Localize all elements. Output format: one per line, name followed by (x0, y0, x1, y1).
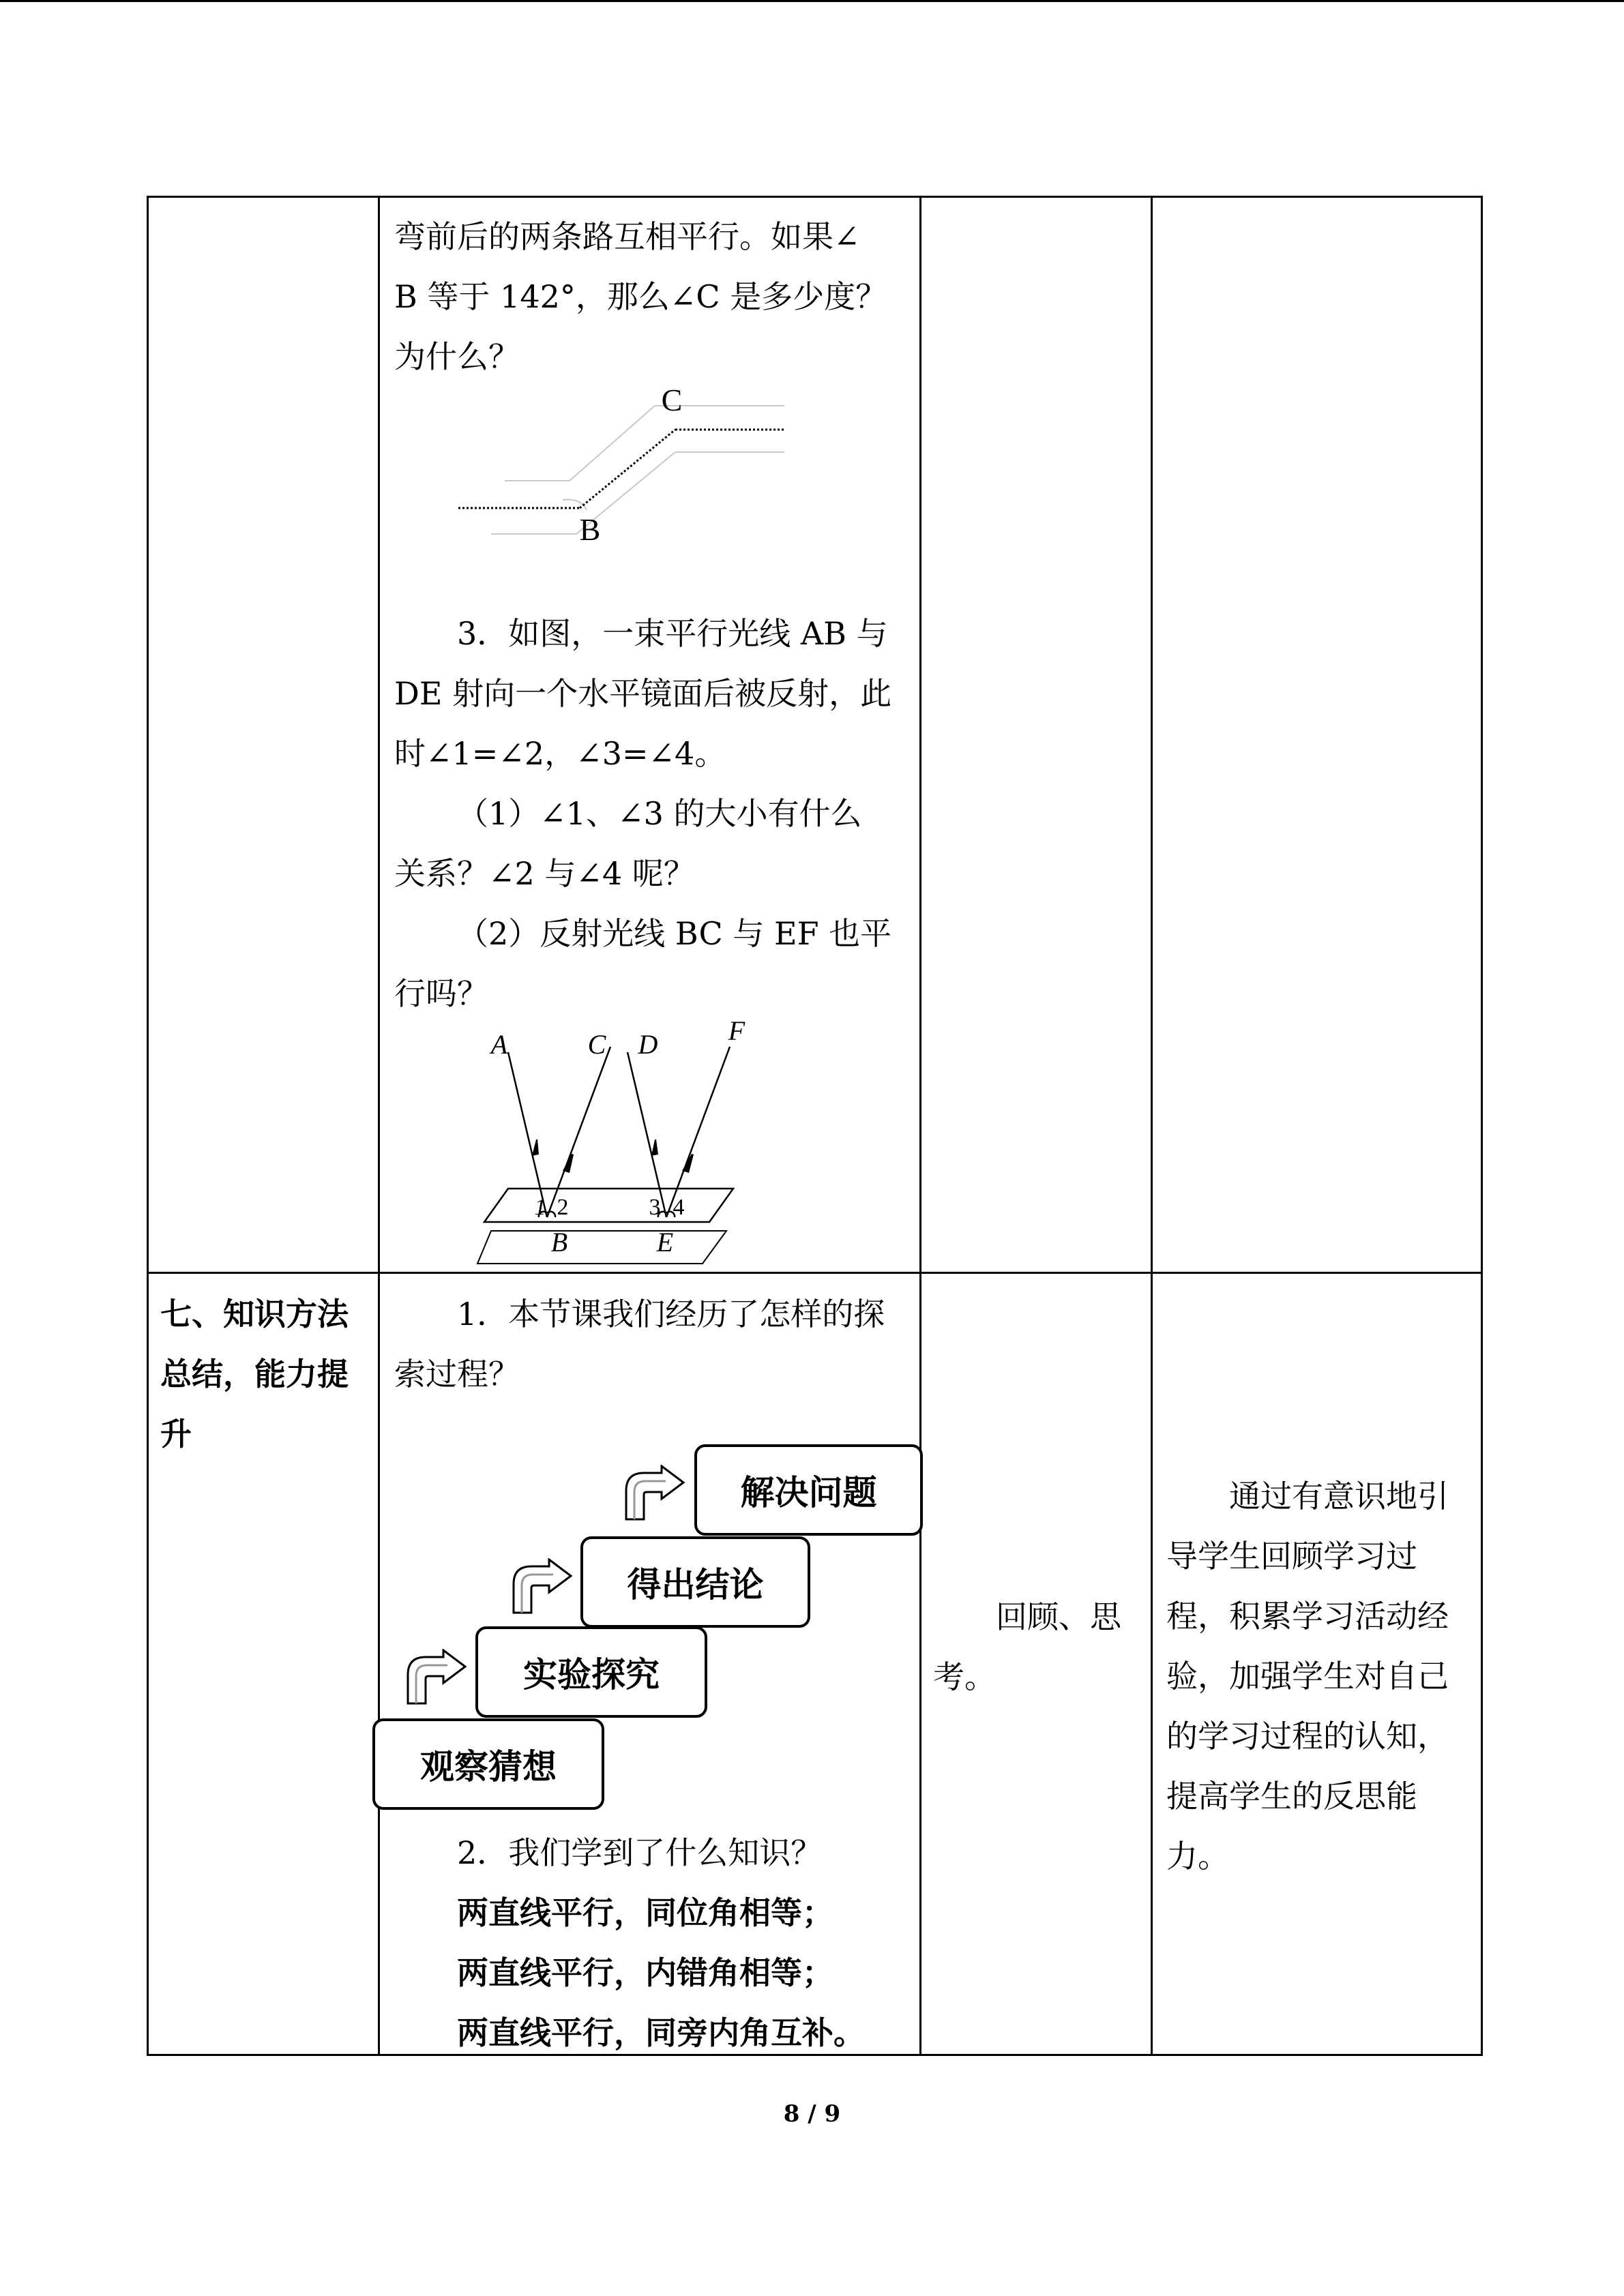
label-c: C (661, 383, 683, 417)
table-col-line (919, 196, 921, 2056)
text-line: 行吗？ (394, 975, 488, 1012)
text-line: DE 射向一个水平镜面后被反射，此 (394, 675, 892, 712)
step-observe-guess: 观察猜想 (372, 1718, 604, 1810)
text-line: 总结，能力提 (160, 1356, 349, 1392)
text-line: 时∠1=∠2，∠3=∠4。 (394, 735, 726, 772)
text-line: （2）反射光线 BC 与 EF 也平 (457, 915, 892, 952)
table-col-line (1151, 196, 1153, 2056)
text-line: 回顾、思 (996, 1598, 1121, 1635)
student-activity (933, 1587, 1145, 1707)
knowledge-line: 两直线平行，同旁内角互补。 (457, 2014, 865, 2051)
angle-3: 3 (649, 1195, 661, 1220)
table-row-divider (147, 1272, 1483, 1274)
text-line: 程，积累学习活动经 (1166, 1598, 1449, 1635)
label-b2: B (550, 1227, 568, 1257)
label-c2: C (587, 1029, 606, 1060)
table-col-line (147, 196, 149, 2056)
step-solve-problem: 解决问题 (694, 1444, 923, 1536)
design-intent (1166, 1466, 1477, 1886)
text-line: 关系？∠2 与∠4 呢？ (394, 855, 695, 892)
text-line: 为什么？ (394, 338, 520, 375)
question-2 (394, 1823, 913, 2063)
step-draw-conclusion: 得出结论 (580, 1536, 810, 1628)
text-line: 通过有意识地引 (1229, 1478, 1449, 1515)
text-line: 提高学生的反思能 (1166, 1778, 1417, 1815)
text-line: 1．本节课我们经历了怎样的探 (457, 1296, 885, 1332)
text-line: （1）∠1、∠3 的大小有什么 (457, 795, 862, 832)
row1-content-cell (394, 207, 913, 387)
text-line: 的学习过程的认知， (1166, 1718, 1449, 1755)
angle-4: 4 (673, 1195, 685, 1220)
mirror-reflection-figure (471, 1019, 757, 1272)
text-line: 弯前后的两条路互相平行。如果∠ (394, 218, 860, 255)
angle-2: 2 (557, 1195, 569, 1220)
label-b: B (579, 512, 601, 547)
knowledge-line: 两直线平行，内错角相等； (457, 1954, 833, 1991)
text-line: 力。 (1166, 1838, 1229, 1875)
road-figure (450, 378, 805, 556)
page-number: 8 / 9 (783, 2100, 841, 2128)
label-f: F (728, 1019, 745, 1046)
knowledge-line: 两直线平行，同位角相等； (457, 1894, 833, 1931)
table-col-line (1481, 196, 1483, 2056)
text-line: 考。 (933, 1658, 996, 1695)
section-title (160, 1284, 372, 1464)
label-d: D (638, 1029, 658, 1060)
step-experiment: 实验探究 (475, 1626, 707, 1718)
text-line: 3．如图，一束平行光线 AB 与 (457, 615, 888, 652)
label-a: A (490, 1029, 508, 1060)
text-line: 七、知识方法 (160, 1296, 349, 1332)
text-line: 2．我们学到了什么知识？ (457, 1834, 823, 1871)
top-border (0, 0, 1624, 2)
text-line: 导学生回顾学习过 (1166, 1538, 1417, 1575)
angle-1: 1 (534, 1195, 546, 1220)
step-arrow-icon (510, 1558, 575, 1615)
question-1 (394, 1284, 913, 1404)
text-line: 验，加强学生对自己 (1166, 1658, 1449, 1695)
step-arrow-icon (622, 1465, 688, 1522)
text-line: 索过程？ (394, 1356, 520, 1392)
text-line: B 等于 142°，那么∠C 是多少度？ (394, 278, 887, 315)
table-top-border (147, 196, 1483, 198)
text-line: 升 (160, 1416, 192, 1452)
question-3 (394, 603, 913, 1024)
step-arrow-icon (404, 1649, 469, 1706)
label-e: E (656, 1227, 674, 1257)
